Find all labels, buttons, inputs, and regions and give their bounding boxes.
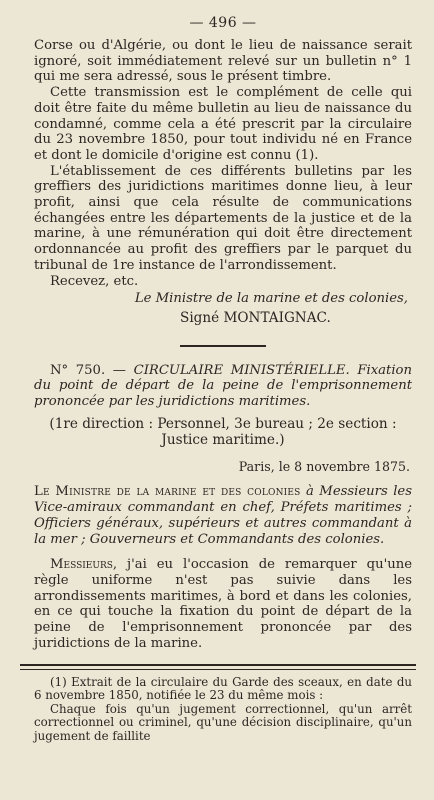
paragraph-continuation: Corse ou d'Algérie, ou dont le lieu de naissance serait ignoré, soit immédiatement relevé sur un bulletin n° 1 qui me sera adressé, sous le présent timbre. bbox=[34, 38, 412, 85]
body-text: j'ai eu l'occasion de remarquer qu'une règle uniforme n'est pas suivie dans les arrondissements maritimes, à bord et dans les colonies, en ce qui touche la fixation du point de départ de la peine de l'emprisonnement prononcée par des juridictions de la marine. bbox=[34, 557, 412, 651]
paragraph-closing: Recevez, etc. bbox=[50, 273, 139, 289]
footnote-line-1: (1) Extrait de la circulaire du Garde des sceaux, en date du 6 novembre 1850, notifiée le 23 du même mois : bbox=[34, 674, 412, 703]
signoff-minister: Le Ministre de la marine et des colonies, bbox=[134, 291, 408, 307]
footnote-rule-thin bbox=[20, 669, 416, 670]
circular-body bbox=[34, 557, 412, 651]
footnote-rule bbox=[20, 664, 416, 666]
addressee-recipients: à Messieurs les Vice-amiraux commandant en chef, Préfets maritimes ; Officiers généraux, supérieurs et autres commandant à la mer ; Gouverneurs et Commandants des colonies. bbox=[34, 484, 412, 547]
circular-title: CIRCULAIRE MINISTÉRIELLE. Fixation du point de départ de la peine de l'emprisonnement prononcée par les juridictions maritimes. bbox=[34, 362, 412, 410]
paragraph-bulletins: L'établissement de ces différents bulletins par les greffiers des juridictions maritimes donne lieu, à leur profit, ainsi que cela résulte de communications échangées entre les départements de la justice et de la marine, à une rémunération qui doit être directement ordonnancée au profit des greffiers par le parquet du tribunal de 1re instance de l'arrondissement. bbox=[34, 163, 412, 273]
circular-addressee bbox=[34, 484, 412, 547]
page-number: — 496 — bbox=[189, 15, 257, 31]
circular-dateline: Paris, le 8 novembre 1875. bbox=[238, 458, 410, 474]
body-salutation: Messieurs, bbox=[50, 557, 118, 573]
circular-direction: (1re direction : Personnel, 3e bureau ; 2e section : Justice maritime.) bbox=[49, 415, 397, 449]
signoff-signature: Signé MONTAIGNAC. bbox=[180, 309, 331, 326]
section-divider bbox=[180, 345, 266, 347]
addressee-sender: Le Ministre de la marine et des colonies bbox=[34, 484, 301, 500]
circular-heading bbox=[34, 363, 412, 410]
circular-number: N° 750. — bbox=[50, 362, 126, 378]
footnote-line-2: Chaque fois qu'un jugement correctionnel, qu'un arrêt correctionnel ou criminel, qu'une décision disciplinaire, qu'un jugement de faillite bbox=[34, 701, 412, 743]
paragraph-transmission: Cette transmission est le complément de celle qui doit être faite du même bulletin au lieu de naissance du condamné, comme cela a été prescrit par la circulaire du 23 novembre 1850, pour tout individu né en France et dont le domicile d'origine est connu (1). bbox=[34, 85, 412, 163]
footnote bbox=[34, 676, 412, 744]
